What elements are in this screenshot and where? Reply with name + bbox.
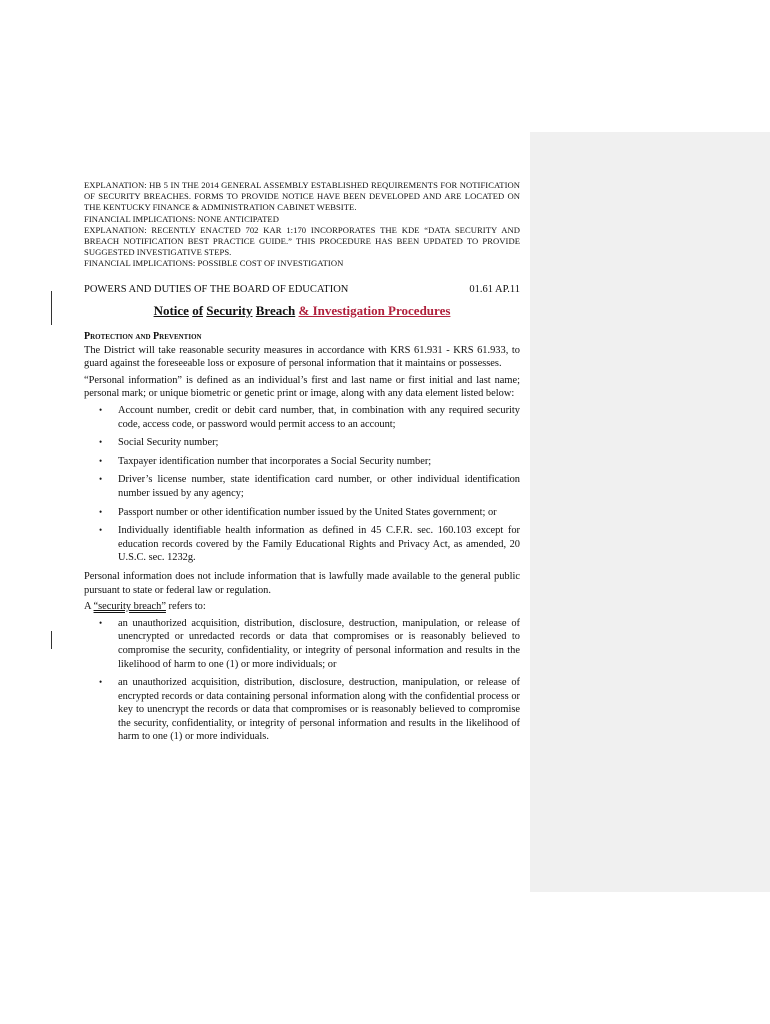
explanation-line: FINANCIAL IMPLICATIONS: NONE ANTICIPATED [84, 213, 279, 224]
paragraph: “Personal information” is defined as an individual’s first and last name or first initial and last name; personal mark; or unique biometric or genetic print or image, along with any data element listed below: [84, 374, 520, 400]
header-code: 01.61 AP.11 [469, 283, 520, 295]
explanation-line: FINANCIAL IMPLICATIONS: POSSIBLE COST OF INVESTIGATION [84, 258, 344, 269]
header-title: POWERS AND DUTIES OF THE BOARD OF EDUCATION [84, 283, 349, 295]
list-item: • Passport number or other identification number issued by the United States government; or [99, 506, 497, 518]
list-item: • an unauthorized acquisition, distribution, disclosure, destruction, manipulation, or release of encrypted records or data containing personal information along with the confidential process or key to unencrypt the records or data that compromises or is reasonably believed to compromise the security, confidentiality, or integrity of personal information and results in the likelihood of harm to one (1) or more individuals. [99, 677, 520, 743]
list-item: • Taxpayer identification number that incorporates a Social Security number; [99, 455, 432, 467]
list-item: • Social Security number; [99, 437, 219, 449]
title-of: of [192, 302, 204, 318]
document-title [84, 303, 520, 319]
change-bar-security-breach [51, 631, 52, 649]
title-notice: Notice [153, 302, 189, 318]
comment-pane [530, 132, 770, 892]
explanation-block [84, 180, 520, 270]
bullet-icon: • [99, 455, 103, 466]
bullet-icon: • [99, 525, 103, 536]
list-item: • Individually identifiable health information as defined in 45 C.F.R. sec. 160.103 except for education records covered by the Family Educational Rights and Privacy Act, as amended, 20 U.S.C. sec. 1232g. [99, 525, 520, 564]
paragraph: Personal information does not include information that is lawfully made available to the general public pursuant to state or federal law or regulation. [84, 570, 520, 596]
list-item: • an unauthorized acquisition, distribution, disclosure, destruction, manipulation, or release of unencrypted or unredacted records or data that compromises or is reasonably believed to compromise the security, confidentiality, or integrity of personal information and results in the likelihood of harm to one (1) or more individuals; or [99, 617, 520, 670]
bullet-icon: • [99, 405, 103, 415]
document-header [84, 284, 520, 295]
title-breach: Breach [255, 302, 296, 318]
title-security: Security [206, 302, 253, 318]
bullet-icon: • [99, 617, 103, 628]
title-inserted-text: & Investigation Procedures [298, 302, 451, 318]
bullet-icon: • [99, 474, 103, 485]
personal-info-list [84, 404, 520, 565]
bullet-icon: • [99, 437, 103, 448]
paragraph: The District will take reasonable security measures in accordance with KRS 61.931 - KRS 61.933, to guard against the foreseeable loss or exposure of personal information that it maintains or possesses. [84, 344, 520, 370]
document-page [84, 180, 520, 749]
bullet-icon: • [99, 677, 103, 688]
section-heading: Protection and Prevention [84, 330, 202, 342]
change-bar-title [51, 291, 52, 325]
explanation-line: EXPLANATION: HB 5 IN THE 2014 GENERAL ASSEMBLY ESTABLISHED REQUIREMENTS FOR NOTIFICATION OF SECURITY BREACHES. FORMS TO PROVIDE NOTICE HAVE BEEN DEVELOPED AND ARE LOCATED ON THE KENTUCKY FINANCE & ADMINISTRATION CABINET WEBSITE. [84, 180, 520, 213]
bullet-icon: • [99, 506, 103, 517]
defined-term: “security breach” [93, 601, 166, 613]
paragraph-security-breach: A “security breach” refers to: [84, 601, 206, 613]
body-text [84, 344, 520, 744]
security-breach-list [84, 617, 520, 744]
explanation-line: EXPLANATION: RECENTLY ENACTED 702 KAR 1:170 INCORPORATES THE KDE “DATA SECURITY AND BREACH NOTIFICATION BEST PRACTICE GUIDE.” THIS PROCEDURE HAS BEEN UPDATED TO PROVIDE SUGGESTED INVESTIGATIVE STEPS. [84, 224, 520, 258]
list-item: • Driver’s license number, state identification card number, or other individual identification number issued by any agency; [99, 474, 520, 499]
list-item: • Account number, credit or debit card number, that, in combination with any required security code, access code, or password would permit access to an account; [99, 405, 520, 430]
